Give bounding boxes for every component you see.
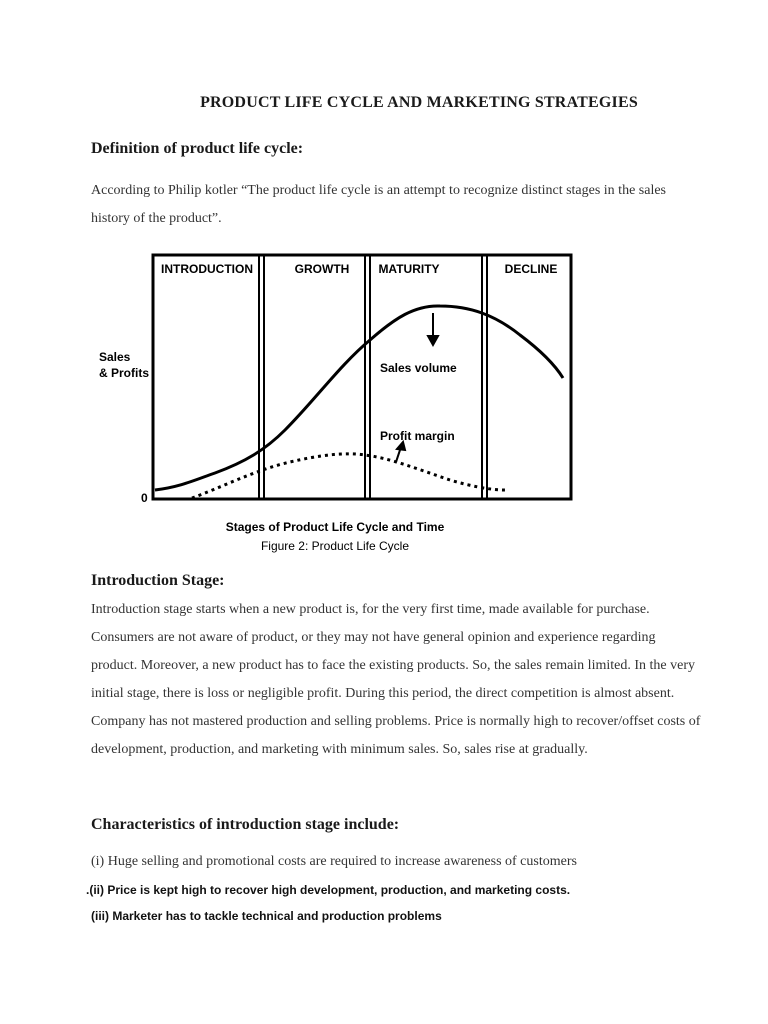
profit-margin-label: Profit margin <box>380 429 455 443</box>
figure-frame <box>153 255 571 499</box>
document-title: PRODUCT LIFE CYCLE AND MARKETING STRATEGIES <box>200 94 638 111</box>
introduction-stage-heading: Introduction Stage: <box>91 572 225 589</box>
characteristic-item-3: (iii) Marketer has to tackle technical and production problems <box>91 909 442 923</box>
stage-label-maturity: MATURITY <box>378 262 440 276</box>
sales-arrow <box>428 313 438 345</box>
characteristic-item-1: (i) Huge selling and promotional costs are required to increase awareness of customers <box>91 854 577 869</box>
y-axis-label-sales: Sales <box>99 350 131 364</box>
origin-label: 0 <box>141 491 148 505</box>
stage-label-introduction: INTRODUCTION <box>161 262 253 276</box>
stage-label-growth: GROWTH <box>294 262 350 276</box>
stage-label-decline: DECLINE <box>504 262 558 276</box>
figure-caption: Figure 2: Product Life Cycle <box>260 539 410 553</box>
definition-paragraph: According to Philip kotler “The product life cycle is an attempt to recognize distinct stages in the sales history of the product”. <box>91 183 666 226</box>
characteristic-item-2: .(ii) Price is kept high to recover high development, production, and marketing costs. <box>86 883 571 897</box>
characteristics-heading: Characteristics of introduction stage include: <box>91 816 400 833</box>
y-axis-label-profits: & Profits <box>99 366 150 380</box>
definition-heading: Definition of product life cycle: <box>91 140 304 157</box>
profit-arrow <box>396 442 405 462</box>
profit-margin-curve <box>192 454 505 498</box>
x-axis-caption: Stages of Product Life Cycle and Time <box>225 520 445 534</box>
sales-volume-curve <box>155 306 563 490</box>
introduction-stage-paragraph: Introduction stage starts when a new product is, for the very first time, made available for purchase. Consumers are not aware of product, or they may not have general opinion and experience regarding product. Moreover, a new product has to face the existing products. So, the sales remain limited. In the very initial stage, there is loss or negligible profit. During this period, the direct competition is almost absent. Company has not mastered production and selling problems. Price is normally high to recover/offset costs of development, production, and marketing with minimum sales. So, sales rise at gradually. <box>91 602 701 757</box>
sales-volume-label: Sales volume <box>380 361 457 375</box>
